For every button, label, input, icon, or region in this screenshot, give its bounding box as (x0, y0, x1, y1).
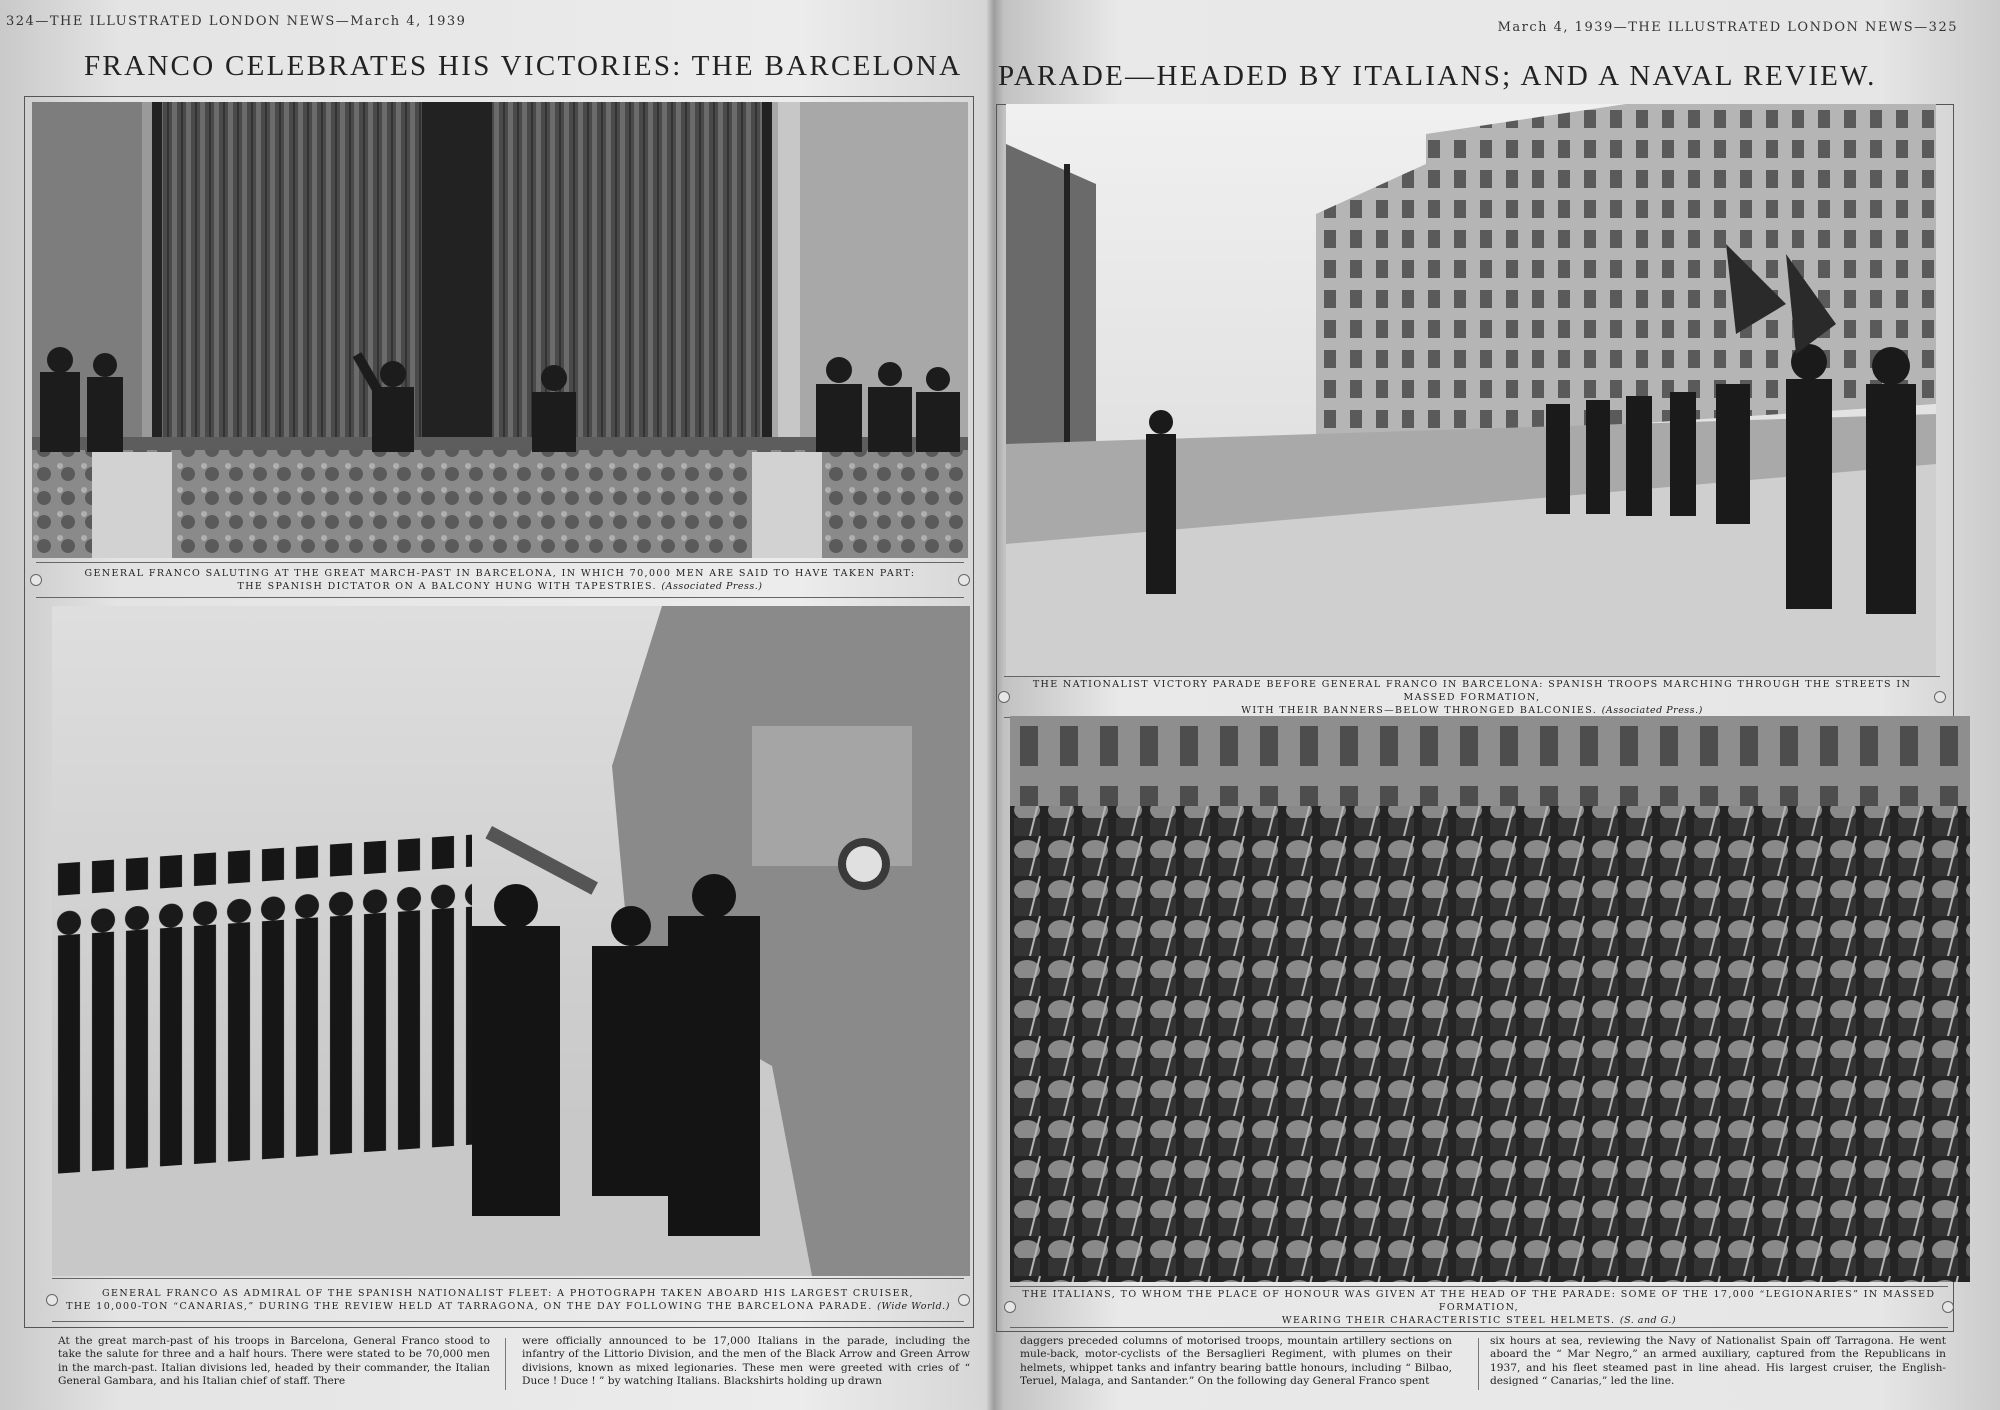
caption-italians (1010, 1288, 1948, 1327)
body-column-1: At the great march-past of his troops in Barcelona, General Franco stood to take the salute for three and a half hours. There were stated to be 70,000 men in the march-past. Italian divisions led, headed by their commander, the Italian General Gambara, and his Italian chief of staff. There (58, 1335, 490, 1388)
body-column-4: six hours at sea, reviewing the Navy of Nationalist Spain off Tarragona. He went aboard the “ Mar Negro,” an armed auxiliary, captured from the Republicans in 1937, and his fleet steamed past in line ahead. His largest cruiser, the English-designed “ Canarias,” led the line. (1490, 1335, 1946, 1388)
headline-left: FRANCO CELEBRATES HIS VICTORIES: THE BARCELONA (84, 50, 963, 82)
body-column-3: daggers preceded columns of motorised troops, mountain artillery sections on mule-back, motor-cyclists of the Bersaglieri Regiment, with plumes on their helmets, whippet tanks and infantry bearing battle honours, including “ Bilbao, Teruel, Malaga, and Santander.” On the following day General Franco spent (1020, 1335, 1452, 1388)
caption-line: THE NATIONALIST VICTORY PARADE BEFORE GENERAL FRANCO IN BARCELONA: SPANISH TROOPS MARCHING THROUGH THE STREETS IN MASSED FORMATION, (1032, 678, 1912, 703)
caption-street (1004, 678, 1940, 717)
caption-line: WEARING THEIR CHARACTERISTIC STEEL HELMETS. (1281, 1314, 1616, 1326)
caption-line: THE SPANISH DICTATOR ON A BALCONY HUNG WITH TAPESTRIES. (237, 581, 657, 592)
photo-credit: (Associated Press.) (1601, 704, 1703, 716)
caption-box-naval (52, 1278, 964, 1322)
headline-right: PARADE—HEADED BY ITALIANS; AND A NAVAL REVIEW. (998, 60, 1877, 92)
caption-line: GENERAL FRANCO SALUTING AT THE GREAT MARCH-PAST IN BARCELONA, IN WHICH 70,000 MEN ARE SAID TO HAVE TAKEN PART: (84, 568, 916, 579)
body-column-2: were officially announced to be 17,000 Italians in the parade, including the infantry of the Littorio Division, and the men of the Black Arrow and Green Arrow divisions, known as mixed legionaries. These men were greeted with cries of “ Duce ! Duce ! ” by watching Italians. Blackshirts holding up drawn (522, 1335, 970, 1388)
photo-italian-legionaries (1010, 716, 1970, 1282)
caption-line: GENERAL FRANCO AS ADMIRAL OF THE SPANISH NATIONALIST FLEET: A PHOTOGRAPH TAKEN ABOARD HIS LARGEST CRUISER, (102, 1288, 914, 1299)
caption-box-balcony (36, 562, 964, 598)
caption-box-italians (1010, 1286, 1948, 1328)
caption-line: THE 10,000-TON “CANARIAS,” DURING THE REVIEW HELD AT TARRAGONA, ON THE DAY FOLLOWING THE BARCELONA PARADE. (66, 1301, 873, 1312)
folio-left: 324—THE ILLUSTRATED LONDON NEWS—March 4, 1939 (6, 14, 467, 29)
column-divider (1478, 1338, 1479, 1390)
photo-franco-naval-review (52, 606, 970, 1276)
photo-credit: (S. and G.) (1619, 1314, 1677, 1326)
caption-naval (54, 1287, 962, 1313)
caption-balcony (73, 567, 928, 593)
folio-right: March 4, 1939—THE ILLUSTRATED LONDON NEWS—325 (1497, 20, 1958, 35)
caption-box-street (1004, 676, 1940, 718)
photo-credit: (Associated Press.) (661, 581, 763, 592)
photo-franco-balcony (32, 102, 968, 558)
column-divider (505, 1338, 506, 1390)
caption-line: THE ITALIANS, TO WHOM THE PLACE OF HONOUR WAS GIVEN AT THE HEAD OF THE PARADE: SOME OF THE 17,000 “LEGIONARIES” IN MASSED FORMATION, (1022, 1288, 1936, 1313)
caption-line: WITH THEIR BANNERS—BELOW THRONGED BALCONIES. (1241, 704, 1598, 716)
photo-street-parade (1006, 104, 1936, 676)
photo-credit: (Wide World.) (877, 1301, 950, 1312)
